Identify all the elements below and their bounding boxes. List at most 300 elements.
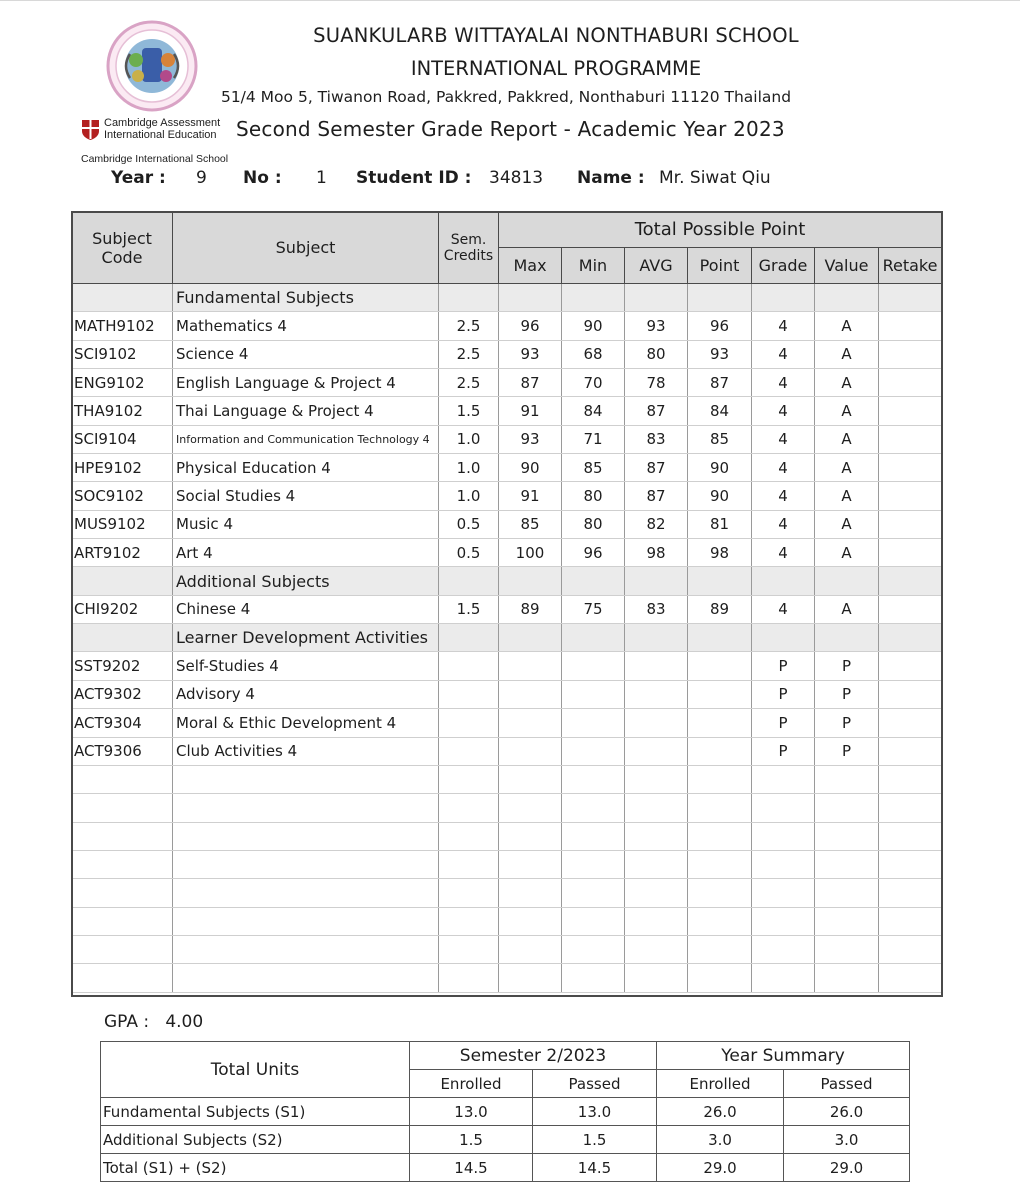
school-address: 51/4 Moo 5, Tiwanon Road, Pakkred, Pakkred, Nonthaburi 11120 Thailand	[220, 88, 792, 106]
section-cell	[499, 284, 562, 312]
section-title: Learner Development Activities	[173, 624, 439, 652]
cell-subject-code: ACT9302	[72, 680, 173, 708]
cell-value: A	[815, 340, 879, 368]
cell-avg	[625, 680, 688, 708]
header-subject-code: Subject Code	[72, 212, 173, 284]
cell-grade: P	[752, 680, 815, 708]
cell-retake	[879, 794, 942, 822]
student-id-value: 34813	[489, 168, 544, 188]
cell-subject-code	[72, 907, 173, 935]
cell-avg: 78	[625, 369, 688, 397]
cell-point: 87	[688, 369, 752, 397]
cell-point: 90	[688, 454, 752, 482]
cell-avg: 98	[625, 539, 688, 567]
cell-credits: 2.5	[439, 369, 499, 397]
cell-units-label: Fundamental Subjects (S1)	[101, 1098, 410, 1126]
grade-table	[71, 211, 942, 993]
cambridge-shield-icon	[81, 119, 100, 141]
cell-subject-code	[72, 935, 173, 963]
cell-subject-name	[173, 850, 439, 878]
units-sem-passed-header: Passed	[533, 1070, 657, 1098]
cell-grade: P	[752, 737, 815, 765]
cell-max: 89	[499, 595, 562, 623]
cell-max: 100	[499, 539, 562, 567]
cell-retake	[879, 709, 942, 737]
cell-avg	[625, 822, 688, 850]
section-cell	[879, 284, 942, 312]
cell-min	[562, 652, 625, 680]
top-rule	[0, 0, 1020, 1]
cell-avg: 87	[625, 454, 688, 482]
cell-min: 85	[562, 454, 625, 482]
section-cell	[688, 284, 752, 312]
cell-avg	[625, 850, 688, 878]
cell-credits	[439, 850, 499, 878]
cell-year-passed: 3.0	[784, 1126, 910, 1154]
section-cell	[72, 624, 173, 652]
name-label: Name :	[577, 168, 645, 188]
cell-grade: 4	[752, 510, 815, 538]
cell-subject-name: Science 4	[173, 340, 439, 368]
cell-subject-code: HPE9102	[72, 454, 173, 482]
cell-subject-name: Information and Communication Technology 4	[173, 425, 439, 453]
cell-point	[688, 794, 752, 822]
section-cell	[499, 567, 562, 595]
cell-sem-enrolled: 13.0	[410, 1098, 533, 1126]
cell-subject-code	[72, 822, 173, 850]
cell-subject-name	[173, 794, 439, 822]
cell-credits: 0.5	[439, 510, 499, 538]
section-cell	[815, 567, 879, 595]
cell-max	[499, 964, 562, 992]
programme-name: INTERNATIONAL PROGRAMME	[410, 57, 702, 80]
cell-min	[562, 964, 625, 992]
section-cell	[562, 567, 625, 595]
cell-subject-code	[72, 879, 173, 907]
header-avg: AVG	[625, 248, 688, 284]
units-table	[100, 1041, 910, 1182]
cell-subject-name: Music 4	[173, 510, 439, 538]
cell-grade: 4	[752, 539, 815, 567]
cell-value: A	[815, 482, 879, 510]
units-year-enrolled-header: Enrolled	[657, 1070, 784, 1098]
header-subject: Subject	[173, 212, 439, 284]
cell-max: 96	[499, 312, 562, 340]
school-crest-icon	[104, 18, 200, 114]
cell-value	[815, 964, 879, 992]
cell-point	[688, 765, 752, 793]
cell-point	[688, 680, 752, 708]
table-row	[72, 652, 942, 680]
cell-retake	[879, 737, 942, 765]
cell-value	[815, 850, 879, 878]
cell-grade: 4	[752, 340, 815, 368]
cell-retake	[879, 850, 942, 878]
cell-subject-name	[173, 907, 439, 935]
cell-subject-name	[173, 964, 439, 992]
cell-point: 85	[688, 425, 752, 453]
units-year-header: Year Summary	[657, 1042, 910, 1070]
empty-row	[72, 850, 942, 878]
table-row	[72, 737, 942, 765]
cell-retake	[879, 397, 942, 425]
cell-max	[499, 765, 562, 793]
section-cell	[439, 284, 499, 312]
section-cell	[72, 284, 173, 312]
cell-max: 90	[499, 454, 562, 482]
cell-credits	[439, 652, 499, 680]
empty-row	[72, 822, 942, 850]
cell-min	[562, 879, 625, 907]
cell-min	[562, 822, 625, 850]
cell-avg: 80	[625, 340, 688, 368]
cell-units-label: Additional Subjects (S2)	[101, 1126, 410, 1154]
section-row	[72, 567, 942, 595]
cambridge-line2: International Education	[104, 129, 217, 141]
section-cell	[752, 624, 815, 652]
table-row	[72, 397, 942, 425]
cell-retake	[879, 454, 942, 482]
section-title: Additional Subjects	[173, 567, 439, 595]
cell-subject-code: SCI9104	[72, 425, 173, 453]
cell-max	[499, 850, 562, 878]
cell-credits: 2.5	[439, 340, 499, 368]
gpa-value: 4.00	[165, 1012, 204, 1032]
section-row	[72, 284, 942, 312]
cell-retake	[879, 369, 942, 397]
cell-grade: 4	[752, 312, 815, 340]
cell-value: A	[815, 539, 879, 567]
cell-point	[688, 964, 752, 992]
student-id-label: Student ID :	[356, 168, 472, 188]
cell-min: 80	[562, 510, 625, 538]
cell-max: 87	[499, 369, 562, 397]
table-row	[72, 539, 942, 567]
cell-credits	[439, 794, 499, 822]
section-cell	[625, 284, 688, 312]
cell-point	[688, 822, 752, 850]
cell-point	[688, 709, 752, 737]
cell-sem-passed: 14.5	[533, 1154, 657, 1182]
cell-credits	[439, 680, 499, 708]
year-value: 9	[196, 168, 207, 188]
table-row	[72, 425, 942, 453]
cell-min	[562, 794, 625, 822]
cell-avg: 83	[625, 595, 688, 623]
school-name: SUANKULARB WITTAYALAI NONTHABURI SCHOOL	[313, 24, 799, 47]
cell-max	[499, 737, 562, 765]
cell-subject-code: THA9102	[72, 397, 173, 425]
header-value: Value	[815, 248, 879, 284]
cell-value	[815, 879, 879, 907]
section-cell	[688, 567, 752, 595]
cell-value: A	[815, 595, 879, 623]
cell-retake	[879, 510, 942, 538]
cell-retake	[879, 482, 942, 510]
cell-credits: 2.5	[439, 312, 499, 340]
section-cell	[688, 624, 752, 652]
cell-grade: P	[752, 652, 815, 680]
cell-value: A	[815, 454, 879, 482]
cell-credits	[439, 822, 499, 850]
year-label: Year :	[111, 168, 166, 188]
cell-point	[688, 935, 752, 963]
cell-subject-code: ACT9306	[72, 737, 173, 765]
cell-retake	[879, 907, 942, 935]
cell-subject-name: Chinese 4	[173, 595, 439, 623]
cell-subject-name: Art 4	[173, 539, 439, 567]
grade-table-body	[72, 284, 942, 993]
cell-credits	[439, 709, 499, 737]
cell-max	[499, 935, 562, 963]
cell-retake	[879, 652, 942, 680]
cell-retake	[879, 879, 942, 907]
units-row	[101, 1126, 910, 1154]
gpa	[104, 1012, 203, 1032]
cell-grade	[752, 935, 815, 963]
cell-grade	[752, 822, 815, 850]
cell-grade	[752, 794, 815, 822]
cell-max	[499, 879, 562, 907]
section-row	[72, 624, 942, 652]
cell-grade: P	[752, 709, 815, 737]
cell-max: 93	[499, 425, 562, 453]
cell-credits: 0.5	[439, 539, 499, 567]
cell-year-enrolled: 29.0	[657, 1154, 784, 1182]
cell-value: P	[815, 709, 879, 737]
cell-point: 93	[688, 340, 752, 368]
cell-max: 85	[499, 510, 562, 538]
cell-retake	[879, 539, 942, 567]
gpa-label: GPA :	[104, 1012, 150, 1032]
cell-credits	[439, 935, 499, 963]
cell-units-label: Total (S1) + (S2)	[101, 1154, 410, 1182]
cell-avg	[625, 652, 688, 680]
no-label: No :	[243, 168, 282, 188]
cell-credits	[439, 765, 499, 793]
cell-min: 80	[562, 482, 625, 510]
cell-grade: 4	[752, 454, 815, 482]
cell-max	[499, 652, 562, 680]
cell-max	[499, 680, 562, 708]
cell-retake	[879, 680, 942, 708]
cell-value: A	[815, 369, 879, 397]
cell-avg	[625, 907, 688, 935]
empty-row	[72, 765, 942, 793]
section-cell	[752, 284, 815, 312]
cell-subject-code: CHI9202	[72, 595, 173, 623]
cell-subject-name: Self-Studies 4	[173, 652, 439, 680]
cell-value: A	[815, 510, 879, 538]
cell-min	[562, 709, 625, 737]
cell-max	[499, 822, 562, 850]
cell-subject-name: Moral & Ethic Development 4	[173, 709, 439, 737]
cell-min: 84	[562, 397, 625, 425]
cell-year-passed: 26.0	[784, 1098, 910, 1126]
cell-point	[688, 907, 752, 935]
section-cell	[625, 567, 688, 595]
cell-min	[562, 765, 625, 793]
cell-subject-name: English Language & Project 4	[173, 369, 439, 397]
cell-point: 81	[688, 510, 752, 538]
section-cell	[625, 624, 688, 652]
cell-subject-name: Club Activities 4	[173, 737, 439, 765]
section-cell	[815, 284, 879, 312]
table-row	[72, 454, 942, 482]
cell-avg	[625, 935, 688, 963]
cell-avg	[625, 765, 688, 793]
cell-retake	[879, 340, 942, 368]
section-cell	[499, 624, 562, 652]
cell-credits	[439, 737, 499, 765]
cell-min: 70	[562, 369, 625, 397]
cell-avg: 82	[625, 510, 688, 538]
cell-value	[815, 765, 879, 793]
cell-subject-name	[173, 879, 439, 907]
section-cell	[815, 624, 879, 652]
header-min: Min	[562, 248, 625, 284]
header-point: Point	[688, 248, 752, 284]
cell-subject-name	[173, 935, 439, 963]
section-cell	[752, 567, 815, 595]
section-cell	[879, 567, 942, 595]
table-row	[72, 595, 942, 623]
cell-avg	[625, 964, 688, 992]
units-semester-header: Semester 2/2023	[410, 1042, 657, 1070]
cell-grade: 4	[752, 482, 815, 510]
cell-year-passed: 29.0	[784, 1154, 910, 1182]
cell-value	[815, 907, 879, 935]
cell-retake	[879, 822, 942, 850]
table-row	[72, 312, 942, 340]
cell-point	[688, 737, 752, 765]
cell-retake	[879, 312, 942, 340]
cell-year-enrolled: 26.0	[657, 1098, 784, 1126]
cell-retake	[879, 595, 942, 623]
cambridge-line1: Cambridge Assessment	[104, 117, 221, 129]
cell-grade: 4	[752, 369, 815, 397]
cell-credits: 1.0	[439, 425, 499, 453]
section-cell	[439, 624, 499, 652]
cell-grade: 4	[752, 595, 815, 623]
table-row	[72, 510, 942, 538]
section-title: Fundamental Subjects	[173, 284, 439, 312]
cell-point	[688, 879, 752, 907]
cell-point: 90	[688, 482, 752, 510]
cell-subject-code: ART9102	[72, 539, 173, 567]
cell-grade	[752, 765, 815, 793]
cell-value: P	[815, 652, 879, 680]
report-title: Second Semester Grade Report - Academic Year 2023	[236, 117, 785, 141]
cell-avg	[625, 879, 688, 907]
cell-min	[562, 680, 625, 708]
empty-row	[72, 907, 942, 935]
cell-avg	[625, 737, 688, 765]
cell-min	[562, 850, 625, 878]
cell-subject-name: Advisory 4	[173, 680, 439, 708]
cell-subject-name: Physical Education 4	[173, 454, 439, 482]
cell-retake	[879, 765, 942, 793]
cell-sem-enrolled: 1.5	[410, 1126, 533, 1154]
cell-min	[562, 737, 625, 765]
table-row	[72, 482, 942, 510]
table-row	[72, 680, 942, 708]
units-sem-enrolled-header: Enrolled	[410, 1070, 533, 1098]
cell-credits: 1.0	[439, 454, 499, 482]
units-row	[101, 1154, 910, 1182]
cell-grade	[752, 964, 815, 992]
header-max: Max	[499, 248, 562, 284]
units-title: Total Units	[101, 1042, 410, 1098]
cell-avg: 87	[625, 482, 688, 510]
section-cell	[72, 567, 173, 595]
cell-avg: 87	[625, 397, 688, 425]
cell-subject-code: MUS9102	[72, 510, 173, 538]
cell-grade: 4	[752, 397, 815, 425]
cell-retake	[879, 425, 942, 453]
cell-min	[562, 907, 625, 935]
cell-avg	[625, 794, 688, 822]
cell-credits	[439, 907, 499, 935]
empty-row	[72, 964, 942, 992]
cell-min: 71	[562, 425, 625, 453]
cell-avg	[625, 709, 688, 737]
units-year-passed-header: Passed	[784, 1070, 910, 1098]
cell-point	[688, 850, 752, 878]
units-table-body	[101, 1098, 910, 1182]
cell-sem-passed: 13.0	[533, 1098, 657, 1126]
cell-retake	[879, 935, 942, 963]
cell-point: 89	[688, 595, 752, 623]
cell-min: 75	[562, 595, 625, 623]
cell-avg: 83	[625, 425, 688, 453]
cambridge-text	[104, 117, 220, 141]
cell-subject-code: SOC9102	[72, 482, 173, 510]
cell-min: 68	[562, 340, 625, 368]
cell-subject-code: SCI9102	[72, 340, 173, 368]
cell-max	[499, 907, 562, 935]
cell-year-enrolled: 3.0	[657, 1126, 784, 1154]
header-credits: Sem. Credits	[439, 212, 499, 284]
table-row	[72, 709, 942, 737]
cell-avg: 93	[625, 312, 688, 340]
cell-sem-passed: 1.5	[533, 1126, 657, 1154]
no-value: 1	[316, 168, 327, 188]
cell-credits: 1.5	[439, 397, 499, 425]
header-retake: Retake	[879, 248, 942, 284]
cell-value: A	[815, 397, 879, 425]
cell-point: 84	[688, 397, 752, 425]
cell-subject-code	[72, 765, 173, 793]
section-cell	[562, 284, 625, 312]
cell-subject-name: Social Studies 4	[173, 482, 439, 510]
cell-subject-code: SST9202	[72, 652, 173, 680]
header-grade: Grade	[752, 248, 815, 284]
cell-value: P	[815, 737, 879, 765]
header-total-possible: Total Possible Point	[499, 212, 942, 248]
cell-value	[815, 822, 879, 850]
cell-value: A	[815, 312, 879, 340]
section-cell	[562, 624, 625, 652]
cell-grade	[752, 879, 815, 907]
cell-credits: 1.0	[439, 482, 499, 510]
table-row	[72, 369, 942, 397]
cell-sem-enrolled: 14.5	[410, 1154, 533, 1182]
student-name-value: Mr. Siwat Qiu	[659, 168, 771, 188]
table-row	[72, 340, 942, 368]
cell-grade	[752, 907, 815, 935]
cell-subject-code: ENG9102	[72, 369, 173, 397]
